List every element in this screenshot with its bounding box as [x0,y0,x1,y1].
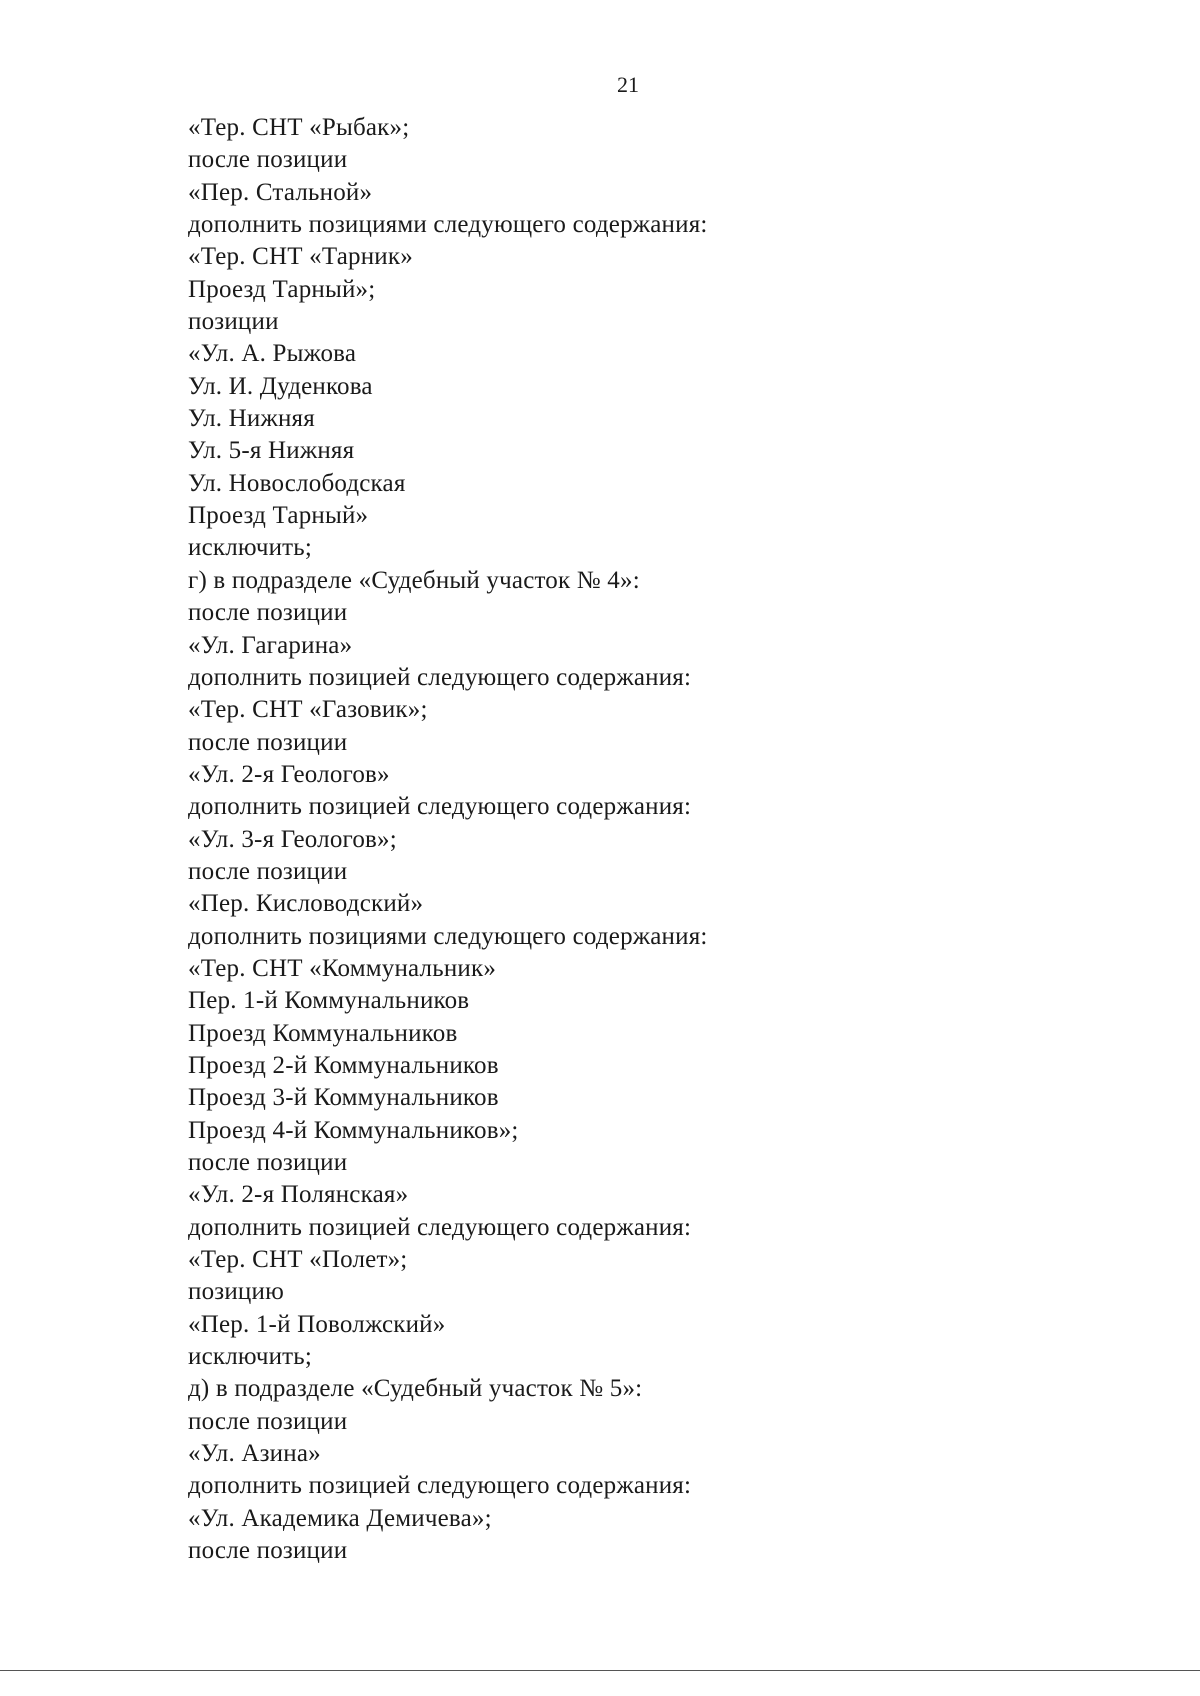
text-line: «Тер. СНТ «Тарник» [188,243,413,271]
text-line: дополнить позицией следующего содержания: [188,663,692,691]
footer-divider [0,1670,1200,1671]
text-line: Ул. 5-я Нижняя [188,437,355,465]
text-line: дополнить позициями следующего содержания: [188,922,708,950]
text-line: «Ул. 2-я Полянская» [188,1181,409,1209]
text-line: «Ул. А. Рыжова [188,340,357,368]
text-line: «Ул. Академика Демичева»; [188,1504,492,1532]
text-line: Проезд 4-й Коммунальников»; [188,1116,519,1144]
text-line: позиции [188,308,279,336]
text-line: «Пер. Кисловодский» [188,890,424,918]
text-line: после позиции [188,857,348,885]
document-body [188,112,1048,1567]
text-line: дополнить позициями следующего содержания: [188,211,708,239]
text-line: Ул. Новослободская [188,469,406,497]
text-line: Ул. Нижняя [188,405,315,433]
text-line: Проезд Тарный» [188,502,369,530]
text-line: Проезд 3-й Коммунальников [188,1084,499,1112]
text-line: после позиции [188,599,348,627]
text-line: после позиции [188,1537,348,1565]
text-line: исключить; [188,534,313,562]
text-line: Пер. 1-й Коммунальников [188,987,470,1015]
text-line: г) в подразделе «Судебный участок № 4»: [188,566,640,594]
text-line: после позиции [188,1407,348,1435]
text-line: Ул. И. Дуденкова [188,372,373,400]
text-line: после позиции [188,728,348,756]
text-line: Проезд 2-й Коммунальников [188,1051,499,1079]
text-line: «Тер. СНТ «Рыбак»; [188,114,410,141]
text-line: дополнить позицией следующего содержания: [188,793,692,821]
page-number: 21 [617,72,639,97]
text-line: Проезд Коммунальников [188,1019,458,1047]
text-line: «Тер. СНТ «Полет»; [188,1246,408,1274]
text-line: дополнить позицией следующего содержания: [188,1213,692,1241]
text-line: исключить; [188,1343,313,1371]
text-line: «Тер. СНТ «Газовик»; [188,696,428,724]
text-line: «Тер. СНТ «Коммунальник» [188,954,497,982]
text-line: д) в подразделе «Судебный участок № 5»: [188,1375,643,1403]
text-line: «Ул. Азина» [188,1440,321,1468]
text-line: после позиции [188,146,348,174]
text-line: «Ул. 3-я Геологов»; [188,825,397,853]
text-line: «Ул. 2-я Геологов» [188,760,390,788]
text-line: позицию [188,1278,284,1306]
text-line: «Ул. Гагарина» [188,631,353,659]
text-line: дополнить позицией следующего содержания: [188,1472,692,1500]
text-line: «Пер. Стальной» [188,178,373,206]
text-line: «Пер. 1-й Поволжский» [188,1310,446,1338]
text-line: Проезд Тарный»; [188,275,376,303]
text-line: после позиции [188,1149,348,1176]
